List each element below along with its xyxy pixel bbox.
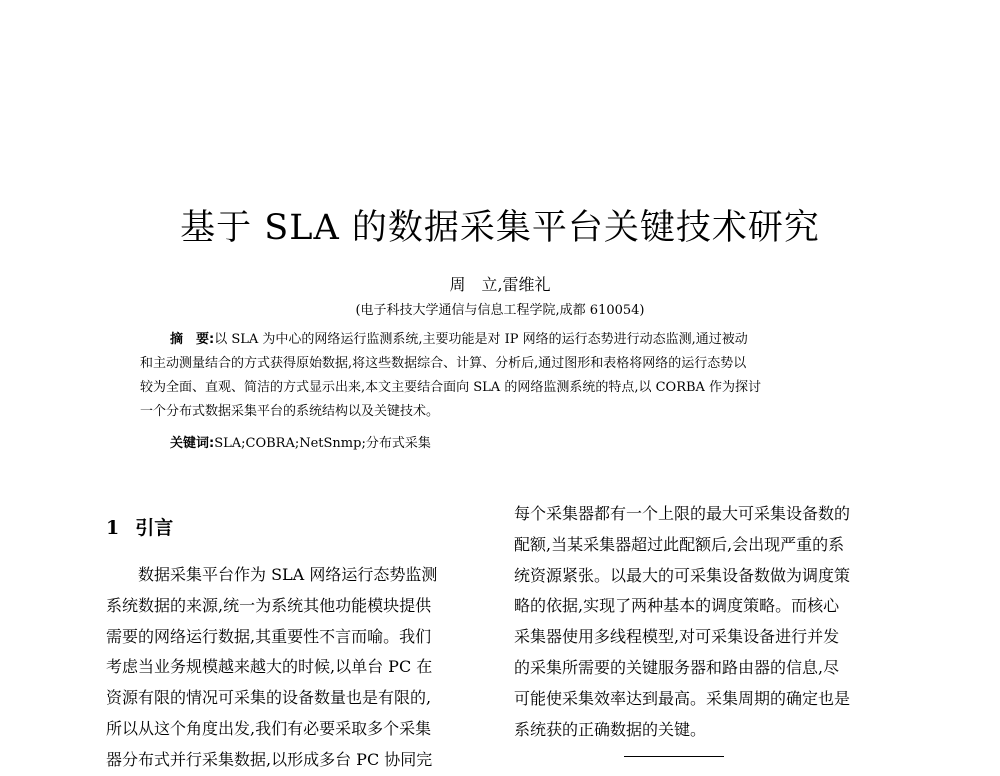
abstract-line: 和主动测量结合的方式获得原始数据,将这些数据综合、计算、分析后,通过图形和表格将网络的运行态势以 [140, 356, 747, 371]
body-line: 的采集所需要的关键服务器和路由器的信息,尽 [514, 657, 840, 677]
section-number: 1 [106, 517, 120, 539]
body-line: 系统数据的来源,统一为系统其他功能模块提供 [106, 595, 432, 615]
body-line: 每个采集器都有一个上限的最大可采集设备数的 [514, 504, 851, 523]
body-line: 略的依据,实现了两种基本的调度策略。而核心 [514, 596, 840, 616]
abstract-line: 一个分布式数据采集平台的系统结构以及关键技术。 [140, 404, 440, 419]
keywords [170, 432, 431, 451]
authors: 周 立,雷维礼 [449, 275, 551, 294]
abstract-label: 摘 要: [170, 332, 215, 347]
body-line: 考虑当业务规模越来越大的时候,以单台 PC 在 [106, 657, 433, 677]
abstract-line: 较为全面、直观、简洁的方式显示出来,本文主要结合面向 SLA 的网络监测系统的特点,以 CORBA 作为探讨 [140, 380, 762, 395]
left-column [106, 560, 486, 776]
body-line: 配额,当某采集器超过此配额后,会出现严重的系 [514, 534, 845, 554]
body-line: 采集器使用多线程模型,对可采集设备进行并发 [514, 627, 840, 647]
body-line: 数据采集平台作为 SLA 网络运行态势监测 [138, 565, 438, 584]
footnote-divider [624, 756, 724, 757]
abstract-line [140, 328, 860, 352]
body-line: 资源有限的情况可采集的设备数量也是有限的, [106, 688, 432, 708]
affiliation: (电子科技大学通信与信息工程学院,成都 610054) [355, 303, 645, 318]
paper-title: 基于 SLA 的数据采集平台关键技术研究 [180, 208, 820, 248]
section-title: 引言 [135, 517, 174, 539]
body-line: 系统获的正确数据的关键。 [514, 719, 707, 739]
abstract [140, 328, 860, 424]
body-line: 可能使采集效率达到最高。采集周期的确定也是 [514, 688, 851, 708]
abstract-text: 以 SLA 为中心的网络运行监测系统,主要功能是对 IP 网络的运行态势进行动态监测,通过被动 [214, 332, 748, 347]
body-line: 器分布式并行采集数据,以形成多台 PC 协同完 [106, 749, 433, 769]
body-line: 所以从这个角度出发,我们有必要采取多个采集 [106, 718, 432, 738]
right-column [514, 499, 894, 745]
keywords-label: 关键词: [170, 436, 215, 451]
body-line: 统资源紧张。以最大的可采集设备数做为调度策 [514, 565, 851, 585]
section-heading [106, 513, 173, 540]
keywords-text: SLA;COBRA;NetSnmp;分布式采集 [214, 436, 431, 451]
body-line: 需要的网络运行数据,其重要性不言而喻。我们 [106, 626, 432, 646]
